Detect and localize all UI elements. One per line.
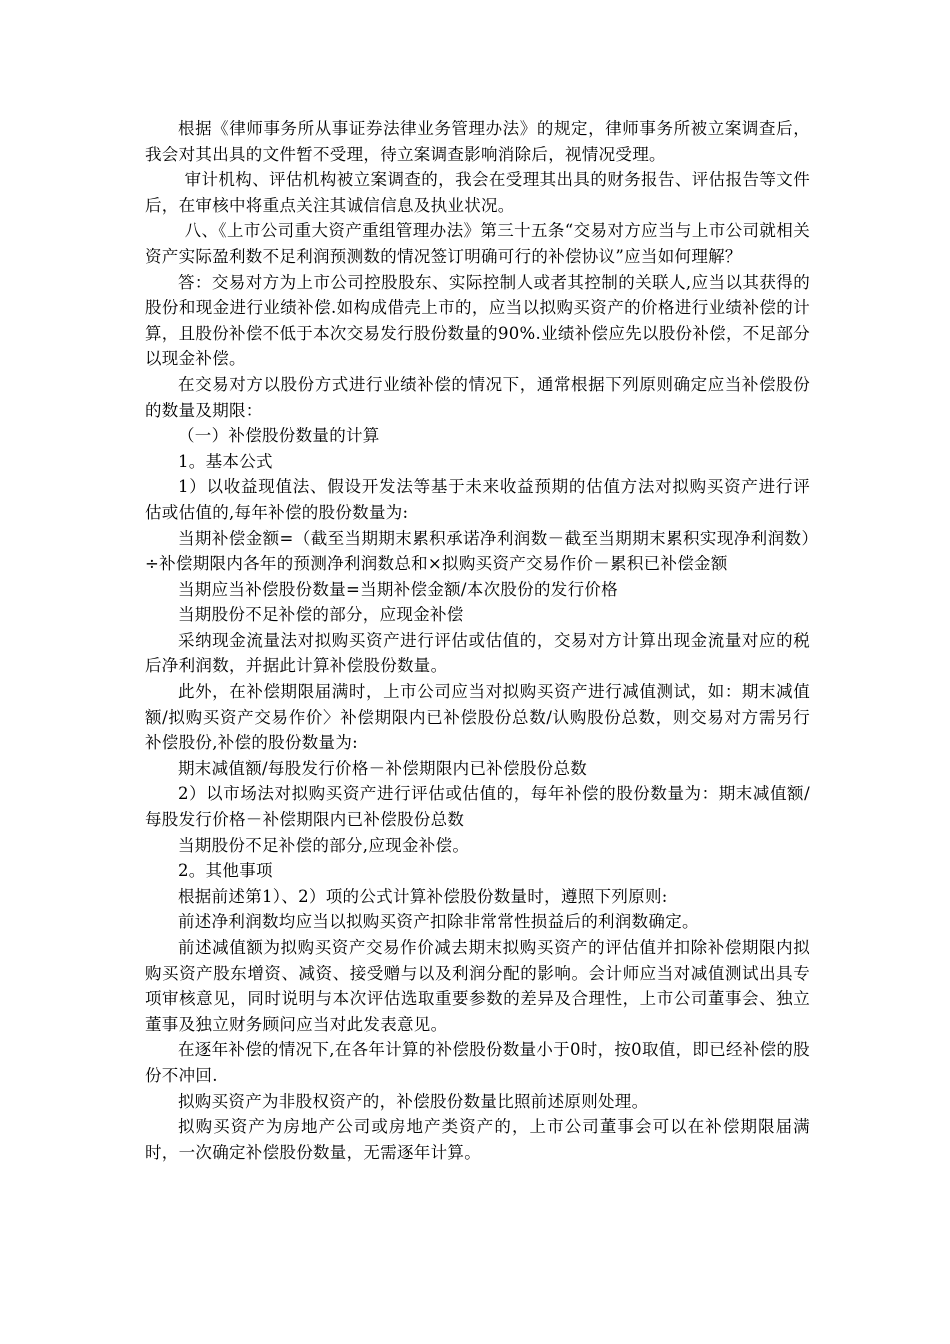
paragraph-annual-compensation: 在逐年补偿的情况下,在各年计算的补偿股份数量小于0时，按0取值，即已经补偿的股份不冲回. (145, 1040, 810, 1085)
paragraph-calculation-principles: 根据前述第1）、2）项的公式计算补偿股份数量时，遵照下列原则: (178, 886, 668, 906)
subheading-other-matters: 2。其他事项 (178, 861, 273, 881)
paragraph-non-equity-assets: 拟购买资产为非股权资产的，补偿股份数量比照前述原则处理。 (178, 1091, 649, 1111)
formula-current-compensation-amount: 当期补偿金额=（截至当期期末累积承诺净利润数－截至当期期末累积实现净利润数）÷补偿期限内各年的预测净利润数总和×拟购买资产交易作价－累积已补偿金额 (145, 528, 810, 574)
section-heading-share-calculation: （一）补偿股份数量的计算 (178, 426, 380, 446)
paragraph-audit-agency: 审计机构、评估机构被立案调查的，我会在受理其出具的财务报告、评估报告等文件后，在审核中将重点关注其诚信信息及执业状况。 (145, 170, 810, 215)
formula-impairment-shares: 期末减值额/每股发行价格－补偿期限内已补偿股份总数 (178, 758, 588, 778)
paragraph-market-method: 2）以市场法对拟购买资产进行评估或估值的，每年补偿的股份数量为：期末减值额/每股发行价格－补偿期限内已补偿股份总数 (145, 784, 810, 830)
paragraph-income-method: 1）以收益现值法、假设开发法等基于未来收益预期的估值方法对拟购买资产进行评估或估值的,每年补偿的股份数量为: (145, 477, 810, 522)
paragraph-lawfirm-rule: 根据《律师事务所从事证券法律业务管理办法》的规定，律师事务所被立案调查后，我会对其出具的文件暂不受理，待立案调查影响消除后，视情况受理。 (145, 119, 810, 164)
paragraph-share-compensation-principle: 在交易对方以股份方式进行业绩补偿的情况下，通常根据下列原则确定应当补偿股份的数量及期限： (145, 374, 810, 420)
document-page (145, 116, 810, 1165)
paragraph-cash-compensation: 当期股份不足补偿的部分，应现金补偿 (178, 605, 464, 625)
paragraph-cash-flow-method: 采纳现金流量法对拟购买资产进行评估或估值的，交易对方计算出现金流量对应的税后净利润数，并据此计算补偿股份数量。 (145, 630, 810, 676)
paragraph-impairment-test: 此外，在补偿期限届满时，上市公司应当对拟购买资产进行减值测试，如：期末减值额/拟购买资产交易作价〉补偿期限内已补偿股份总数/认购股份总数，则交易对方需另行补偿股份,补偿的股份数量为: (145, 682, 810, 753)
paragraph-cash-compensation-2: 当期股份不足补偿的部分,应现金补偿。 (178, 835, 470, 855)
paragraph-answer: 答：交易对方为上市公司控股股东、实际控制人或者其控制的关联人,应当以其获得的股份和现金进行业绩补偿.如构成借壳上市的，应当以拟购买资产的价格进行业绩补偿的计算，且股份补偿不低于本次交易发行股份数量的90%.业绩补偿应先以股份补偿，不足部分以现金补偿。 (145, 272, 810, 369)
subheading-basic-formula: 1。基本公式 (178, 451, 273, 471)
paragraph-question-eight: 八、《上市公司重大资产重组管理办法》第三十五条“交易对方应当与上市公司就相关资产实际盈利数不足利润预测数的情况签订明确可行的补偿协议”应当如何理解？ (145, 221, 810, 266)
paragraph-net-profit-definition: 前述净利润数均应当以拟购买资产扣除非常常性损益后的利润数确定。 (178, 912, 699, 932)
paragraph-impairment-definition: 前述减值额为拟购买资产交易作价减去期末拟购买资产的评估值并扣除补偿期限内拟购买资产股东增资、减资、接受赠与以及利润分配的影响。会计师应当对减值测试出具专项审核意见，同时说明与本次评估选取重要参数的差异及合理性，上市公司董事会、独立董事及独立财务顾问应当对此发表意见。 (145, 938, 810, 1034)
paragraph-real-estate-assets: 拟购买资产为房地产公司或房地产类资产的，上市公司董事会可以在补偿期限届满时，一次确定补偿股份数量，无需逐年计算。 (145, 1117, 810, 1162)
formula-current-share-quantity: 当期应当补偿股份数量=当期补偿金额/本次股份的发行价格 (178, 579, 618, 599)
